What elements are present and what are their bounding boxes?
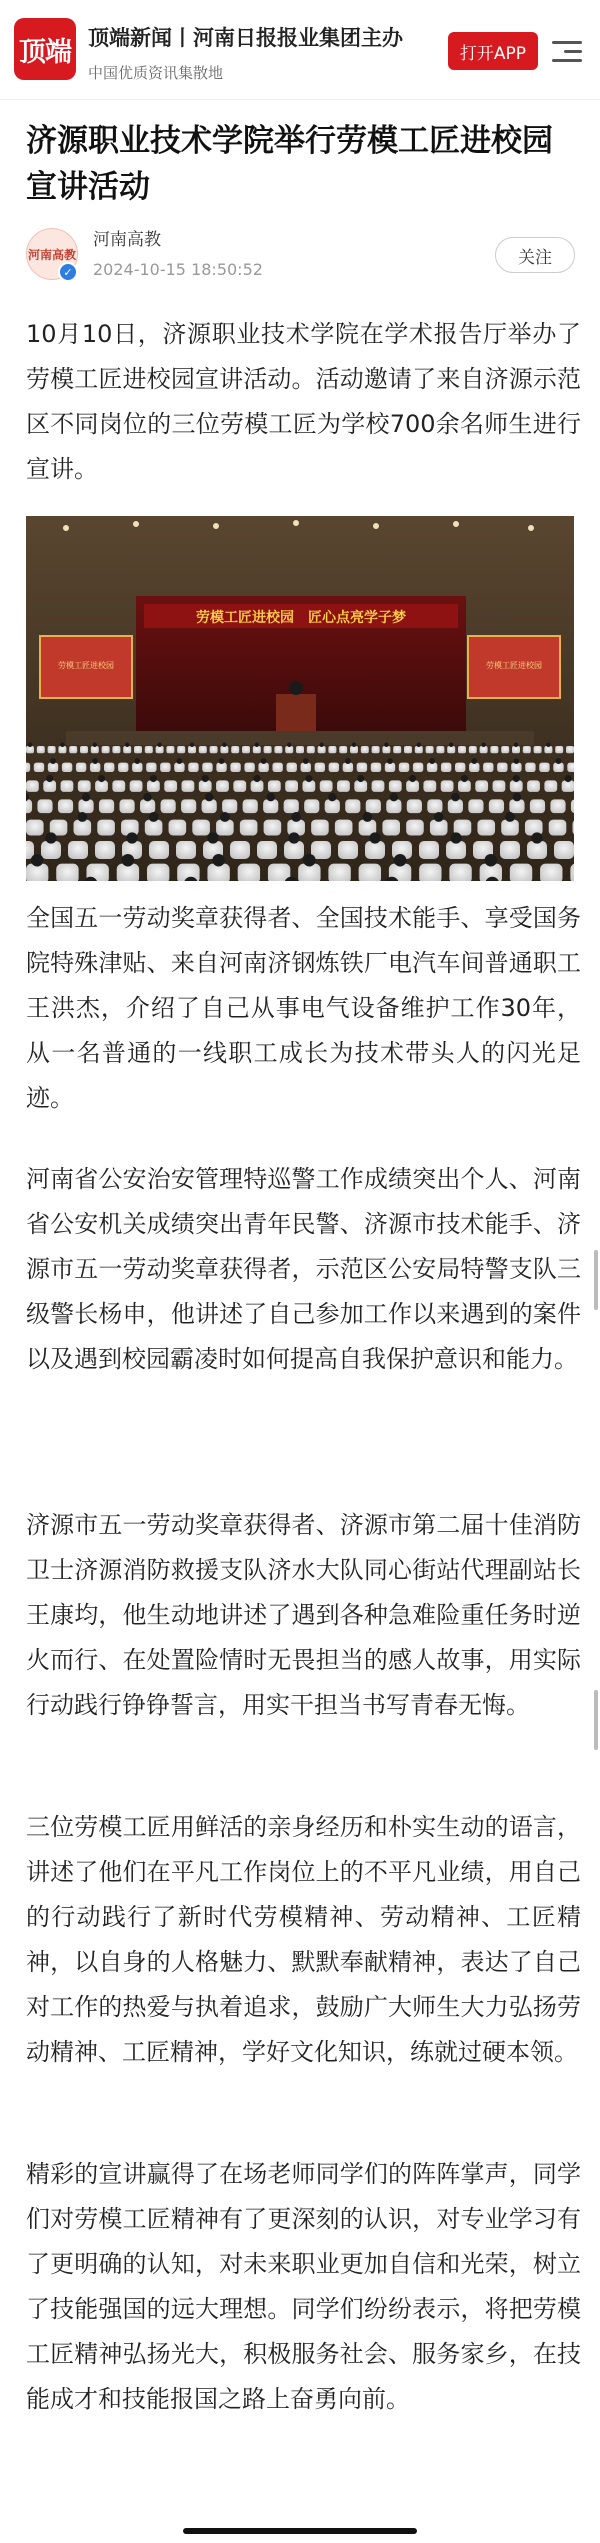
audience-seat <box>382 820 400 836</box>
article-paragraph: 精彩的宣讲赢得了在场老师同学们的阵阵掌声，同学们对劳模工匠精神有了更深刻的认识，对专业学习有了更明确的认知，对未来职业更加自信和光荣，树立了技能强国的远大理想。同学们纷纷表示，将把劳模工匠精神弘扬光大，积极服务社会、服务家乡，在技能成才和技能报国之路上奋勇向前。 <box>26 2160 581 2413</box>
brand-subtitle: 中国优质资讯集散地 <box>88 64 224 82</box>
audience-head <box>134 758 140 764</box>
audience-seat <box>419 864 441 881</box>
audience-seat <box>511 763 521 772</box>
audience-seat <box>146 763 156 772</box>
audience-head <box>513 775 520 782</box>
audience-seat <box>147 864 169 881</box>
audience-seat <box>268 780 281 792</box>
audience-seat <box>413 763 423 772</box>
app-logo[interactable]: 顶端 <box>14 18 76 80</box>
audience-seat <box>469 746 477 753</box>
audience-seat <box>345 799 360 813</box>
audience-seat <box>566 746 574 753</box>
audience-seat <box>404 746 412 753</box>
audience-seat <box>530 799 545 813</box>
audience-seat <box>48 763 58 772</box>
audience-seat <box>328 864 350 881</box>
audience-seat <box>134 746 142 753</box>
audience-seat <box>554 841 574 859</box>
audience-seat <box>441 780 454 792</box>
audience-seat <box>296 746 304 753</box>
audience-seat <box>372 746 380 753</box>
audience-seat <box>76 763 86 772</box>
audience-seat <box>272 763 282 772</box>
audience-seat <box>26 780 39 792</box>
audience-seat <box>37 799 52 813</box>
audience-seat <box>243 799 258 813</box>
audience-head <box>450 832 461 843</box>
audience-seat <box>567 763 574 772</box>
audience-seat <box>62 763 72 772</box>
audience-seat <box>477 820 495 836</box>
audience-head <box>222 743 226 747</box>
audience-head <box>82 793 91 802</box>
audience-seat <box>365 841 385 859</box>
audience-seat <box>525 763 535 772</box>
audience-seat <box>149 841 169 859</box>
audience-head <box>564 775 571 782</box>
audience-seat <box>231 746 239 753</box>
audience-seat <box>525 820 543 836</box>
audience-seat <box>119 799 134 813</box>
audience-head <box>434 812 444 822</box>
audience-head <box>207 832 218 843</box>
audience-seat <box>427 763 437 772</box>
audience-seat <box>169 820 187 836</box>
audience-seat <box>571 799 574 813</box>
audience-seat <box>220 746 228 753</box>
audience-seat <box>436 746 444 753</box>
audience-seat <box>562 780 574 792</box>
audience-seat <box>315 763 325 772</box>
audience-seat <box>549 820 567 836</box>
audience-seat <box>427 799 442 813</box>
audience-head <box>305 775 312 782</box>
audience-seat <box>539 763 549 772</box>
audience-head <box>220 812 230 822</box>
audience-seat <box>90 763 100 772</box>
audience-seat <box>357 763 367 772</box>
audience-seat <box>423 780 436 792</box>
audience-seat <box>497 763 507 772</box>
audience-seat <box>285 780 298 792</box>
audience-head <box>253 775 260 782</box>
audience-seat <box>544 746 552 753</box>
audience-seat <box>458 746 466 753</box>
audience-seat <box>301 763 311 772</box>
audience-seat <box>328 746 336 753</box>
audience-seat <box>43 780 56 792</box>
audience-seat <box>475 780 488 792</box>
audience-head <box>451 793 460 802</box>
audience-seat <box>534 746 542 753</box>
audience-seat <box>258 763 268 772</box>
audience-seat <box>48 746 56 753</box>
audience-seat <box>58 799 73 813</box>
audience-seat <box>446 841 466 859</box>
audience-seat <box>112 780 125 792</box>
audience-seat <box>104 763 114 772</box>
audience-head <box>98 775 105 782</box>
audience-head <box>417 743 421 747</box>
audience-seat <box>304 799 319 813</box>
audience-head <box>202 775 209 782</box>
audience-seat <box>26 746 34 753</box>
audience-head <box>77 812 87 822</box>
audience-head <box>369 832 380 843</box>
article-photo[interactable] <box>26 516 574 881</box>
audience-seat <box>182 780 195 792</box>
scrollbar-thumb[interactable] <box>594 1690 598 1750</box>
audience-seat <box>199 780 212 792</box>
audience-head <box>150 775 157 782</box>
audience-head <box>205 793 214 802</box>
audience-seat <box>510 780 523 792</box>
audience-head <box>157 743 161 747</box>
audience-seat <box>302 780 315 792</box>
article-paragraph: 济源市五一劳动奖章获得者、济源市第二届十佳消防卫士济源消防救援支队济水大队同心街站代理副站长王康均，他生动地讲述了遇到各种急难险重任务时逆火而行、在处置险情时无畏担当的感人故事，用实际行动践行铮铮誓言，用实干担当书写青春无悔。 <box>26 1511 581 1719</box>
audience-head <box>190 743 194 747</box>
audience-seat <box>202 799 217 813</box>
audience-seat <box>447 746 455 753</box>
brand-block <box>88 22 403 83</box>
top-bar <box>0 0 600 100</box>
audience-seat <box>523 746 531 753</box>
audience-seat <box>441 763 451 772</box>
audience-seat <box>430 820 448 836</box>
audience-seat <box>320 780 333 792</box>
audience-seat <box>406 820 424 836</box>
audience-seat <box>372 780 385 792</box>
audience-head <box>287 743 291 747</box>
audience-seat <box>140 799 155 813</box>
audience-seat <box>419 841 439 859</box>
audience-seat <box>509 799 524 813</box>
audience-seat <box>230 841 250 859</box>
audience-head <box>481 743 485 747</box>
audience-seat <box>147 780 160 792</box>
audience-head <box>93 743 97 747</box>
audience-seat <box>216 780 229 792</box>
audience-head <box>291 812 301 822</box>
audience-head <box>394 854 407 867</box>
menu-icon[interactable] <box>550 34 584 68</box>
audience-seat <box>366 799 381 813</box>
audience-head <box>352 743 356 747</box>
audience-seat <box>335 820 353 836</box>
audience-seat <box>188 763 198 772</box>
home-indicator[interactable] <box>183 2528 417 2534</box>
audience-seat <box>284 799 299 813</box>
audience-head <box>387 758 393 764</box>
audience-seat <box>512 746 520 753</box>
audience-head <box>514 743 518 747</box>
brand-title: 顶端新闻丨河南日报报业集团主办 <box>88 25 403 50</box>
audience-head <box>46 775 53 782</box>
article-paragraph: 10月10日，济源职业技术学院在学术报告厅举办了劳模工匠进校园宣讲活动。活动邀请了来自济源示范区不同岗位的三位劳模工匠为学校700余名师生进行宣讲。 <box>26 320 581 483</box>
audience-seat <box>493 780 506 792</box>
audience-seat <box>501 820 519 836</box>
audience-seat <box>91 746 99 753</box>
audience-seat <box>426 746 434 753</box>
audience-head <box>92 758 98 764</box>
audience-seat <box>385 763 395 772</box>
audience-head <box>319 743 323 747</box>
audience-seat <box>95 841 115 859</box>
audience-seat <box>490 746 498 753</box>
audience-head <box>45 832 56 843</box>
audience-seat <box>406 780 419 792</box>
audience-head <box>266 793 275 802</box>
audience-seat <box>222 799 237 813</box>
author-avatar[interactable]: 河南高教 <box>26 228 78 280</box>
audience-head <box>31 854 44 867</box>
audience-head <box>149 812 159 822</box>
audience-seat <box>161 799 176 813</box>
audience-seat <box>371 763 381 772</box>
audience-seat <box>263 799 278 813</box>
audience-head <box>531 832 542 843</box>
audience-head <box>357 775 364 782</box>
audience-seat <box>393 746 401 753</box>
audience-seat <box>26 820 44 836</box>
audience-seat <box>501 746 509 753</box>
audience-seat <box>132 763 142 772</box>
audience-seat <box>527 841 547 859</box>
audience-seat <box>238 864 260 881</box>
audience-head <box>303 758 309 764</box>
audience-head <box>546 743 550 747</box>
audience-seat <box>264 746 272 753</box>
audience-seat <box>41 841 61 859</box>
audience-head <box>513 793 522 802</box>
audience-seat <box>455 763 465 772</box>
audience-head <box>461 775 468 782</box>
author-name[interactable]: 河南高教 <box>93 230 161 250</box>
audience-seat <box>123 746 131 753</box>
audience-head <box>255 743 259 747</box>
audience-seat <box>555 746 563 753</box>
audience-seat <box>164 780 177 792</box>
audience-seat <box>354 780 367 792</box>
audience-seat <box>99 799 114 813</box>
audience-head <box>485 854 498 867</box>
audience-seat <box>130 780 143 792</box>
audience-seat <box>389 780 402 792</box>
audience-seat <box>244 763 254 772</box>
audience-seat <box>210 746 218 753</box>
audience-seat <box>192 820 210 836</box>
audience-seat <box>468 799 483 813</box>
audience-seat <box>311 820 329 836</box>
audience-seat <box>339 746 347 753</box>
audience-head <box>125 743 129 747</box>
audience-seat <box>102 746 110 753</box>
article-title: 济源职业技术学院举行劳模工匠进校园宣讲活动 <box>26 123 553 205</box>
audience-seat <box>181 799 196 813</box>
audience-seat <box>329 763 339 772</box>
audience-seat <box>202 763 212 772</box>
audience-head <box>143 793 152 802</box>
audience-seat <box>199 746 207 753</box>
audience-seat <box>407 799 422 813</box>
audience-seat <box>338 841 358 859</box>
audience-head <box>345 758 351 764</box>
audience-seat <box>188 746 196 753</box>
audience-head <box>122 854 135 867</box>
audience-seat <box>343 763 353 772</box>
audience-head <box>556 758 562 764</box>
article-paragraph: 全国五一劳动奖章获得者、全国技术能手、享受国务院特殊津贴、来自河南济钢炼铁厂电汽车间普通职工王洪杰，介绍了自己从事电气设备维护工作30年，从一名普通的一线职工成长为技术带头人的闪光足迹。 <box>26 904 581 1112</box>
audience-seat <box>287 763 297 772</box>
audience-seat <box>240 820 258 836</box>
audience-seat <box>26 763 30 772</box>
audience-seat <box>174 763 184 772</box>
audience-head <box>303 854 316 867</box>
audience-seat <box>112 746 120 753</box>
audience-seat <box>160 763 170 772</box>
audience-seat <box>74 820 92 836</box>
audience-seat <box>118 763 128 772</box>
audience-seat <box>337 780 350 792</box>
audience-head <box>471 758 477 764</box>
audience-head <box>288 832 299 843</box>
audience-seat <box>78 799 93 813</box>
audience-seat <box>500 841 520 859</box>
audience-seat <box>553 763 563 772</box>
audience-seat <box>469 763 479 772</box>
audience-seat <box>489 799 504 813</box>
audience-seat <box>399 763 409 772</box>
audience-seat <box>540 864 562 881</box>
audience-seat <box>34 763 44 772</box>
audience-seat <box>80 746 88 753</box>
audience-seat <box>97 820 115 836</box>
article-paragraph: 河南省公安治安管理特巡警工作成绩突出个人、河南省公安机关成绩突出青年民警、济源市技术能手、济源市五一劳动奖章获得者，示范区公安局特警支队三级警长杨申，他讲述了自己参加工作以来遇到的案件以及遇到校园霸凌时如何提高自我保护意识和能力。 <box>26 1165 581 1373</box>
audience-seat <box>156 746 164 753</box>
audience-head <box>390 793 399 802</box>
audience-seat <box>145 746 153 753</box>
audience-seat <box>61 780 74 792</box>
audience-head <box>449 743 453 747</box>
audience-seat <box>480 746 488 753</box>
audience-seat <box>242 746 250 753</box>
audience-head <box>513 758 519 764</box>
follow-button[interactable]: 关注 <box>495 237 575 273</box>
audience-seat <box>458 780 471 792</box>
audience-seat <box>251 780 264 792</box>
audience-seat <box>37 746 45 753</box>
audience-seat <box>361 746 369 753</box>
audience-head <box>505 812 515 822</box>
stage-banner-text: 劳模工匠进校园 匠心点亮学子梦 <box>196 610 406 626</box>
audience-seat <box>527 780 540 792</box>
verified-badge-icon: ✓ <box>58 262 78 282</box>
audience-seat <box>284 841 304 859</box>
audience-seat <box>325 799 340 813</box>
audience-seat <box>415 746 423 753</box>
audience-head <box>384 743 388 747</box>
scrollbar-thumb[interactable] <box>594 1250 598 1310</box>
audience-seat <box>449 864 471 881</box>
audience-head <box>429 758 435 764</box>
audience-head <box>176 758 182 764</box>
audience-seat <box>216 820 234 836</box>
audience-seat <box>177 746 185 753</box>
audience-head <box>212 854 225 867</box>
audience-seat <box>145 820 163 836</box>
left-screen-text: 劳模工匠进校园 <box>58 661 114 670</box>
audience-seat <box>56 864 78 881</box>
right-screen-text: 劳模工匠进校园 <box>486 661 542 670</box>
audience-seat <box>550 799 565 813</box>
audience-seat <box>386 799 401 813</box>
audience-seat <box>230 763 240 772</box>
audience-head <box>126 832 137 843</box>
audience-head <box>60 743 64 747</box>
audience-head <box>219 758 225 764</box>
article-paragraph: 三位劳模工匠用鲜活的亲身经历和朴实生动的语言，讲述了他们在平凡工作岗位上的不平凡业绩，用自己的行动践行了新时代劳模精神、劳动精神、工匠精神，以自身的人格魅力、默默奉献精神，表达了自己对工作的热爱与执着追求，鼓励广大师生大力弘扬劳动精神、工匠精神，学好文化知识，练就过硬本领。 <box>26 1813 581 2066</box>
audience-head <box>28 743 32 747</box>
open-app-button[interactable]: 打开APP <box>448 32 538 70</box>
audience-seat <box>176 841 196 859</box>
audience-seat <box>307 746 315 753</box>
audience-seat <box>68 841 88 859</box>
audience-seat <box>382 746 390 753</box>
audience-head <box>409 775 416 782</box>
audience-seat <box>69 746 77 753</box>
audience-head <box>328 793 337 802</box>
audience-seat <box>544 780 557 792</box>
audience-seat <box>78 780 91 792</box>
audience-seat <box>483 763 493 772</box>
audience-seat <box>359 864 381 881</box>
audience-seat <box>448 799 463 813</box>
audience-seat <box>95 780 108 792</box>
audience-seat <box>318 746 326 753</box>
audience-seat <box>264 820 282 836</box>
audience-seat <box>257 841 277 859</box>
audience-head <box>363 812 373 822</box>
audience-seat <box>274 746 282 753</box>
publish-time: 2024-10-15 18:50:52 <box>93 260 263 279</box>
audience-seat <box>26 799 32 813</box>
audience-head <box>50 758 56 764</box>
audience-seat <box>253 746 261 753</box>
audience-seat <box>285 746 293 753</box>
audience-seat <box>233 780 246 792</box>
audience-seat <box>166 746 174 753</box>
audience-seat <box>58 746 66 753</box>
audience-head <box>261 758 267 764</box>
audience-seat <box>350 746 358 753</box>
audience-seat <box>216 763 226 772</box>
audience-seat <box>510 864 532 881</box>
